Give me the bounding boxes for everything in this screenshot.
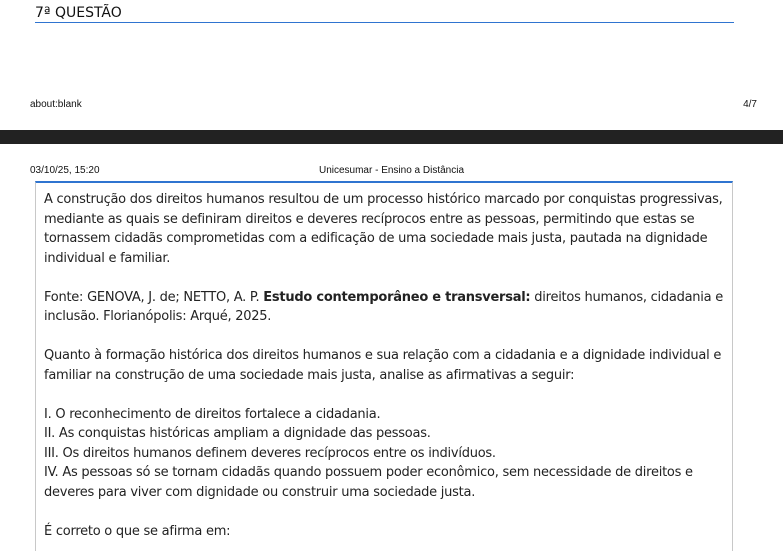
print-footer-url: about:blank [30, 99, 82, 110]
print-footer-page-number: 4/7 [743, 99, 757, 110]
source-citation [44, 288, 724, 327]
source-suffix: direitos humanos, cidadania e inclusão. Florianópolis: Arqué, 2025. [44, 289, 723, 324]
intro-paragraph: A construção dos direitos humanos resultou de um processo histórico marcado por conquistas progressivas, mediante as quais se definiram direitos e deveres recíprocos entre as pessoas, permitindo que estas se tornassem cidadãs comprometidas com a edificação de uma sociedade mais justa, pautada na dignidade individual e familiar. [44, 192, 723, 266]
statement-item: IV. As pessoas só se tornam cidadãs quando possuem poder econômico, sem necessidade de direitos e deveres para viver com dignidade ou construir uma sociedade justa. [44, 465, 693, 500]
statement-item: I. O reconhecimento de direitos fortalece a cidadania. [44, 406, 381, 422]
prompt-paragraph: Quanto à formação histórica dos direitos humanos e sua relação com a cidadania e a dignidade individual e familiar na construção de uma sociedade mais justa, analise as afirmativas a seguir: [44, 348, 722, 383]
question-content-box [35, 181, 733, 551]
statement-item: III. Os direitos humanos definem deveres recíprocos entre os indivíduos. [44, 445, 496, 461]
print-header-datetime: 03/10/25, 15:20 [30, 165, 100, 176]
page-break-separator [0, 130, 783, 144]
statements-list [44, 405, 724, 503]
source-bold-title: Estudo contemporâneo e transversal: [263, 289, 531, 305]
question-line: É correto o que se afirma em: [44, 523, 231, 539]
statement-item: II. As conquistas históricas ampliam a dignidade das pessoas. [44, 426, 431, 441]
source-prefix: Fonte: GENOVA, J. de; NETTO, A. P. [44, 289, 264, 305]
print-header-site-title: Unicesumar - Ensino a Distância [318, 165, 465, 176]
question-title: 7ª QUESTÃO [35, 4, 734, 23]
